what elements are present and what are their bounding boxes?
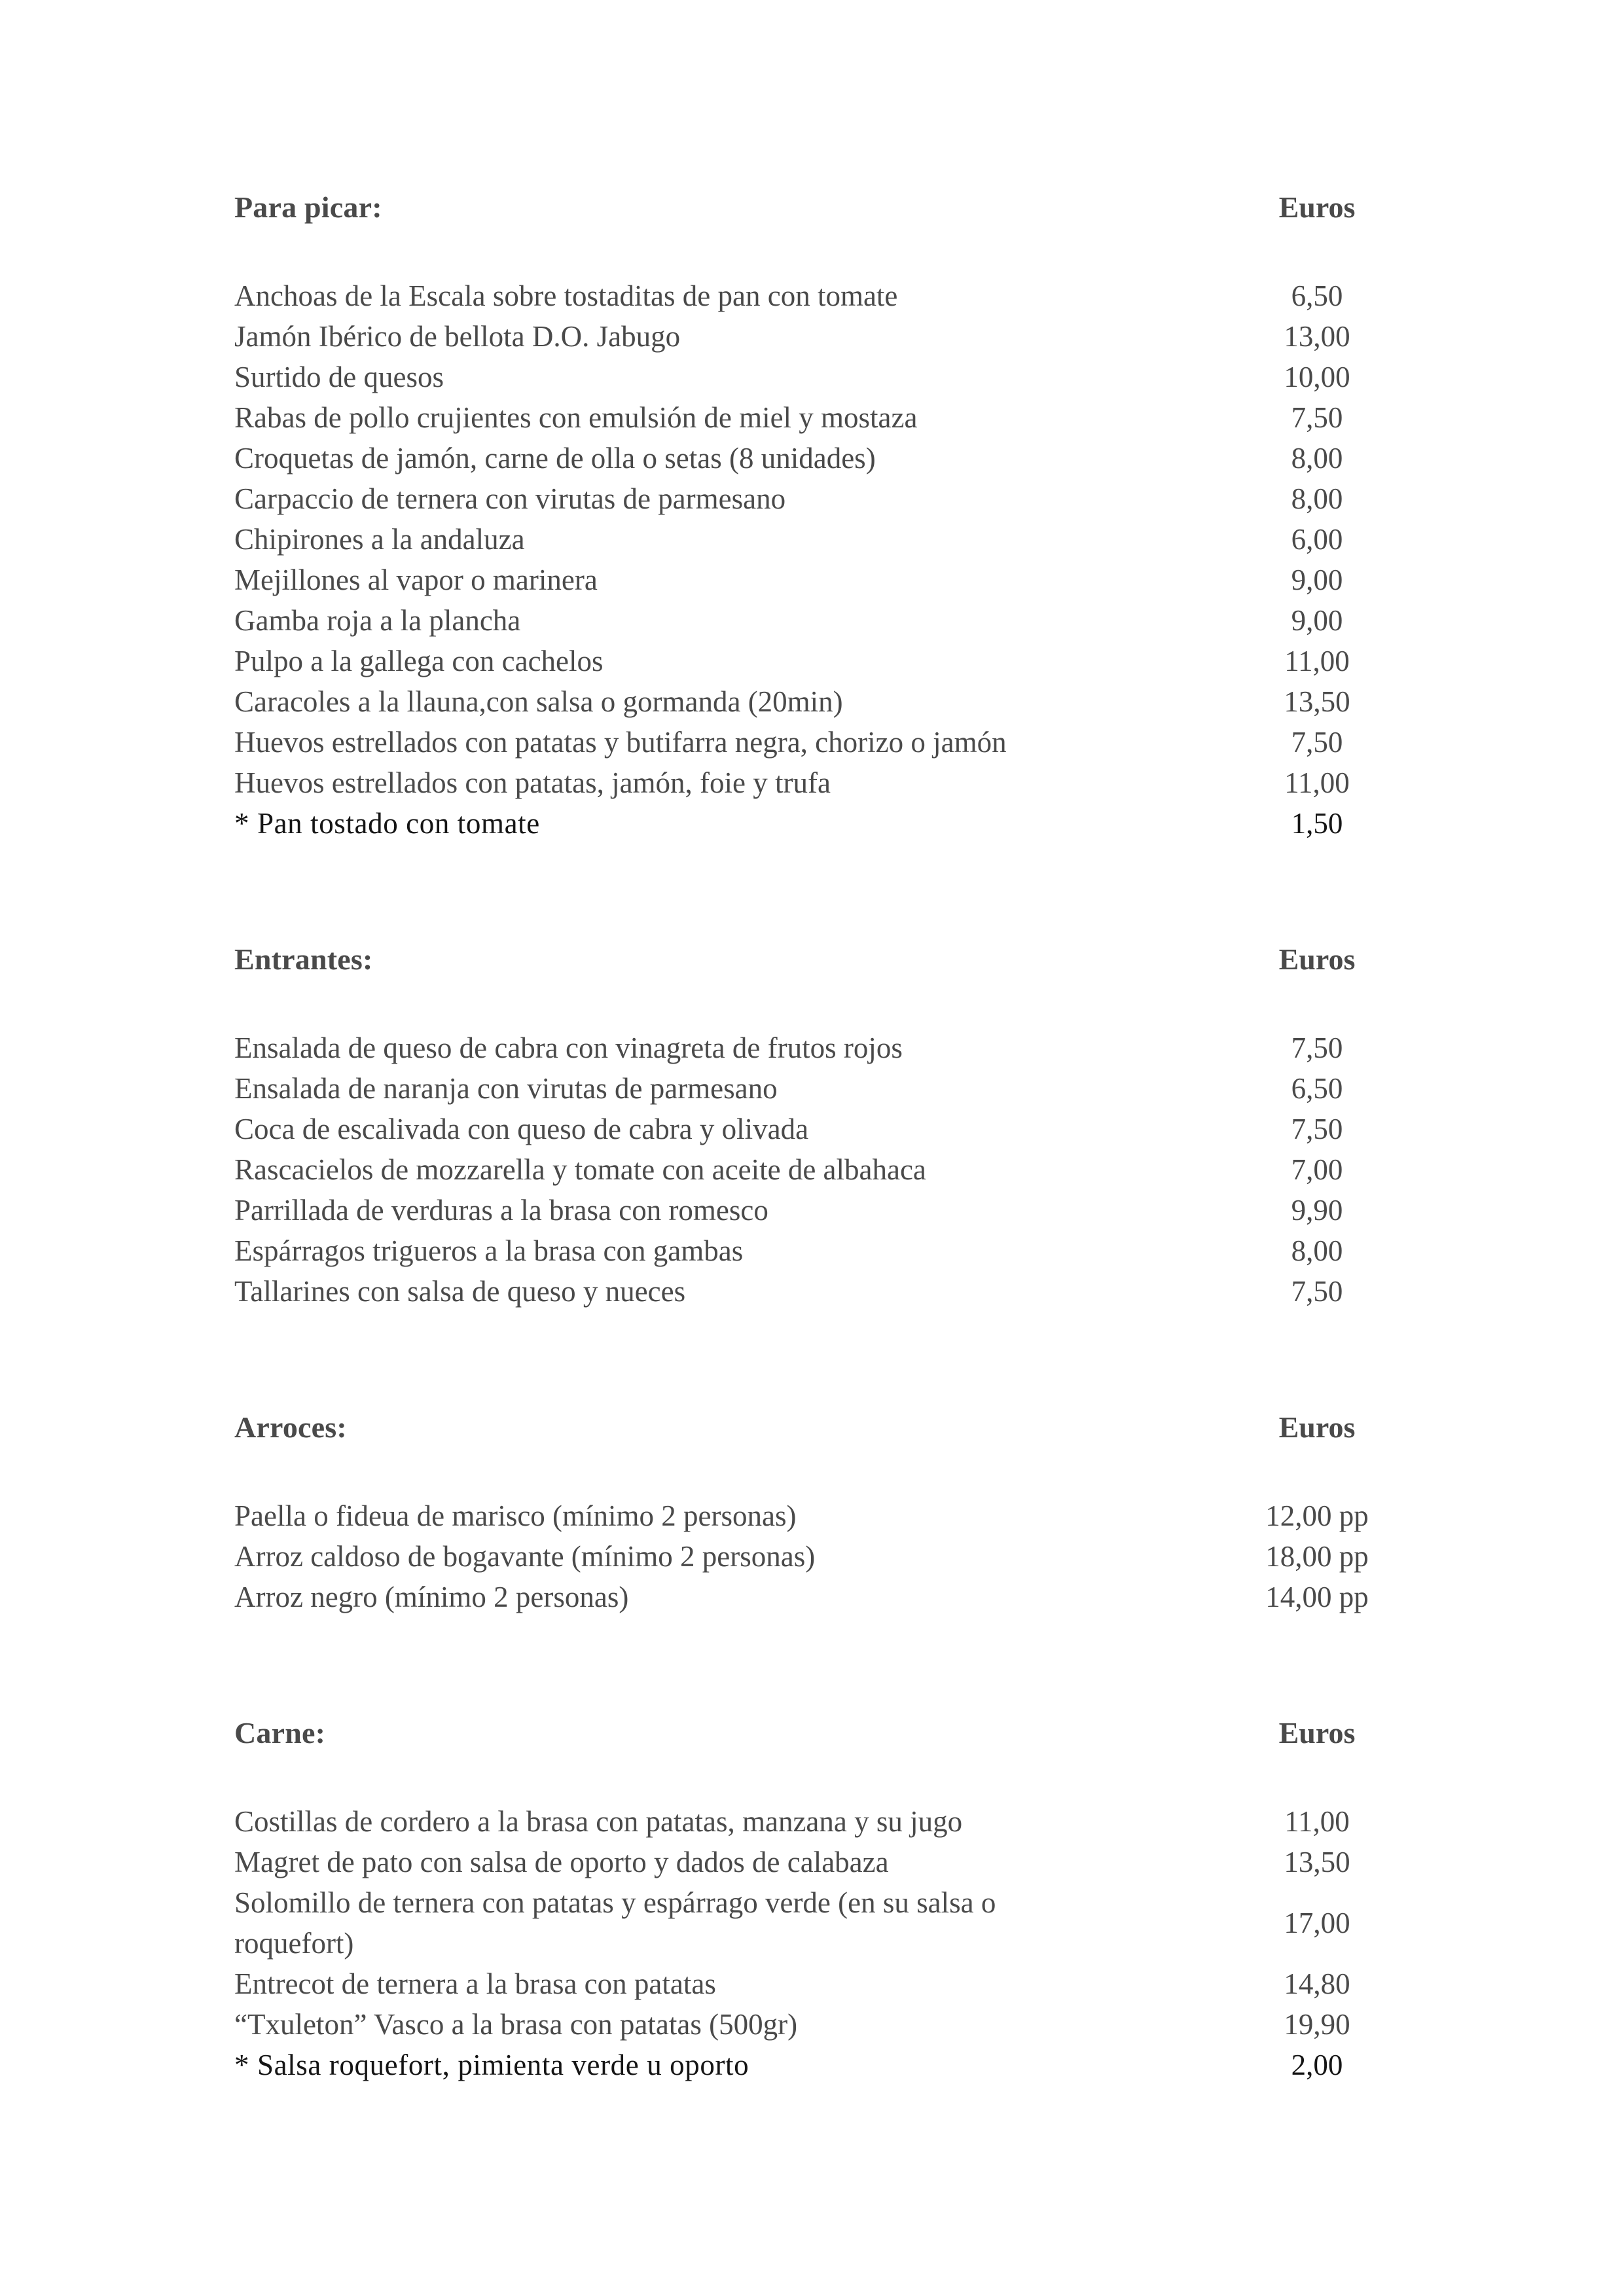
menu-item: [234, 1536, 1386, 1577]
menu-item-price: 13,00: [1284, 320, 1350, 353]
menu-item: [234, 357, 1386, 397]
menu-item-name: Tallarines con salsa de queso y nueces: [234, 1275, 686, 1308]
currency-column-header: Euros: [1278, 1410, 1356, 1444]
menu-item-name: * Salsa roquefort, pimienta verde u oporto: [234, 2049, 749, 2081]
menu-item-name: Pulpo a la gallega con cachelos: [234, 645, 604, 677]
menu-item-name: Arroz caldoso de bogavante (mínimo 2 personas): [234, 1540, 816, 1573]
section-header: [234, 942, 1386, 977]
currency-column-header: Euros: [1278, 1716, 1356, 1749]
menu-item-name: Parrillada de verduras a la brasa con romesco: [234, 1194, 768, 1227]
menu-item: [234, 1068, 1386, 1109]
menu-item-price: 17,00: [1284, 1907, 1350, 1939]
menu-item-price: 9,90: [1291, 1194, 1343, 1227]
menu-item-list: [234, 1028, 1386, 1312]
menu-item: [234, 1230, 1386, 1271]
menu-item: [234, 397, 1386, 438]
section-header: [234, 1715, 1386, 1750]
menu-item-price: 8,00: [1291, 482, 1343, 515]
menu-item-name: Huevos estrellados con patatas y butifarra negra, chorizo o jamón: [234, 726, 1007, 759]
menu-item: [234, 438, 1386, 478]
menu-item-name: Mejillones al vapor o marinera: [234, 564, 598, 596]
menu-item-name: Jamón Ibérico de bellota D.O. Jabugo: [234, 320, 681, 353]
menu-item-name: Rabas de pollo crujientes con emulsión de miel y mostaza: [234, 401, 918, 434]
menu-item-price: 11,00: [1284, 1805, 1350, 1838]
menu-item-price: 7,50: [1291, 726, 1343, 759]
menu-section-para-picar: [234, 190, 1386, 844]
menu-item-price: 8,00: [1291, 1234, 1343, 1267]
menu-item-price: 9,00: [1291, 564, 1343, 596]
menu-item-list: [234, 1801, 1386, 2085]
menu-item-name: Espárragos trigueros a la brasa con gambas: [234, 1234, 744, 1267]
menu-item-name: Magret de pato con salsa de oporto y dados de calabaza: [234, 1846, 889, 1878]
menu-item-name: Huevos estrellados con patatas, jamón, foie y trufa: [234, 766, 831, 799]
menu-content: [234, 190, 1386, 2085]
menu-item-name: Solomillo de ternera con patatas y espárrago verde (en su salsa o roquefort): [234, 1886, 996, 1960]
menu-item-price: 6,50: [1291, 1072, 1343, 1105]
menu-item-name: * Pan tostado con tomate: [234, 807, 540, 840]
section-header: [234, 190, 1386, 224]
menu-item: [234, 276, 1386, 316]
menu-item: [234, 1271, 1386, 1312]
menu-item: [234, 2004, 1386, 2045]
menu-item-list: [234, 276, 1386, 844]
menu-item-price: 11,00: [1284, 645, 1350, 677]
menu-item-name: Costillas de cordero a la brasa con patatas, manzana y su jugo: [234, 1805, 963, 1838]
menu-item-name: Ensalada de naranja con virutas de parmesano: [234, 1072, 778, 1105]
menu-section-arroces: [234, 1410, 1386, 1617]
currency-column-header: Euros: [1278, 942, 1356, 976]
menu-item: [234, 1149, 1386, 1190]
menu-item-price: 13,50: [1284, 685, 1350, 718]
menu-item-name: Surtido de quesos: [234, 361, 444, 393]
menu-item-name: Croquetas de jamón, carne de olla o setas (8 unidades): [234, 442, 876, 475]
menu-item: [234, 1109, 1386, 1149]
menu-item-name: Coca de escalivada con queso de cabra y olivada: [234, 1113, 809, 1145]
menu-item: [234, 1028, 1386, 1068]
menu-section-entrantes: [234, 942, 1386, 1312]
menu-item-price: 11,00: [1284, 766, 1350, 799]
menu-item-price: 14,00 pp: [1265, 1581, 1369, 1613]
menu-item: [234, 1842, 1386, 1882]
section-header: [234, 1410, 1386, 1444]
section-title: Carne:: [234, 1716, 326, 1749]
menu-item: [234, 519, 1386, 560]
menu-item-price: 10,00: [1284, 361, 1350, 393]
menu-item-price: 1,50: [1291, 807, 1343, 840]
menu-item: [234, 2045, 1386, 2085]
menu-item-price: 8,00: [1291, 442, 1343, 475]
menu-item: [234, 681, 1386, 722]
menu-item-price: 7,50: [1291, 1113, 1343, 1145]
menu-item-name: Carpaccio de ternera con virutas de parmesano: [234, 482, 786, 515]
menu-item-name: Anchoas de la Escala sobre tostaditas de pan con tomate: [234, 279, 898, 312]
menu-item-name: Paella o fideua de marisco (mínimo 2 personas): [234, 1499, 797, 1532]
menu-item-price: 12,00 pp: [1265, 1499, 1369, 1532]
currency-column-header: Euros: [1278, 190, 1356, 224]
menu-item: [234, 316, 1386, 357]
menu-item-price: 7,50: [1291, 1031, 1343, 1064]
menu-item-name: Rascacielos de mozzarella y tomate con aceite de albahaca: [234, 1153, 926, 1186]
section-title: Arroces:: [234, 1410, 347, 1444]
menu-item: [234, 641, 1386, 681]
section-title: Entrantes:: [234, 942, 373, 976]
menu-item: [234, 1496, 1386, 1536]
section-title: Para picar:: [234, 190, 382, 224]
menu-item-list: [234, 1496, 1386, 1617]
menu-item-name: “Txuleton” Vasco a la brasa con patatas (500gr): [234, 2008, 798, 2041]
menu-item: [234, 762, 1386, 803]
menu-item: [234, 1190, 1386, 1230]
menu-item-name: Gamba roja a la plancha: [234, 604, 521, 637]
menu-item: [234, 1577, 1386, 1617]
menu-item-name: Chipirones a la andaluza: [234, 523, 525, 556]
menu-item: [234, 1801, 1386, 1842]
menu-item-price: 13,50: [1284, 1846, 1350, 1878]
menu-item: [234, 560, 1386, 600]
menu-item-name: Caracoles a la llauna,con salsa o gormanda (20min): [234, 685, 843, 718]
menu-item-price: 6,50: [1291, 279, 1343, 312]
menu-item-name: Arroz negro (mínimo 2 personas): [234, 1581, 629, 1613]
menu-section-carne: [234, 1715, 1386, 2085]
menu-item-price: 9,00: [1291, 604, 1343, 637]
menu-item: [234, 1882, 1386, 1964]
menu-item: [234, 1964, 1386, 2004]
menu-item-price: 18,00 pp: [1265, 1540, 1369, 1573]
menu-item-name: Entrecot de ternera a la brasa con patatas: [234, 1967, 716, 2000]
menu-item: [234, 478, 1386, 519]
menu-item: [234, 803, 1386, 844]
menu-item-price: 2,00: [1291, 2049, 1343, 2081]
menu-item-price: 14,80: [1284, 1967, 1350, 2000]
menu-item-price: 7,00: [1291, 1153, 1343, 1186]
menu-item-price: 19,90: [1284, 2008, 1350, 2041]
menu-item-price: 7,50: [1291, 1275, 1343, 1308]
menu-item-price: 7,50: [1291, 401, 1343, 434]
menu-item-price: 6,00: [1291, 523, 1343, 556]
menu-item: [234, 600, 1386, 641]
menu-item-name: Ensalada de queso de cabra con vinagreta de frutos rojos: [234, 1031, 903, 1064]
menu-item: [234, 722, 1386, 762]
